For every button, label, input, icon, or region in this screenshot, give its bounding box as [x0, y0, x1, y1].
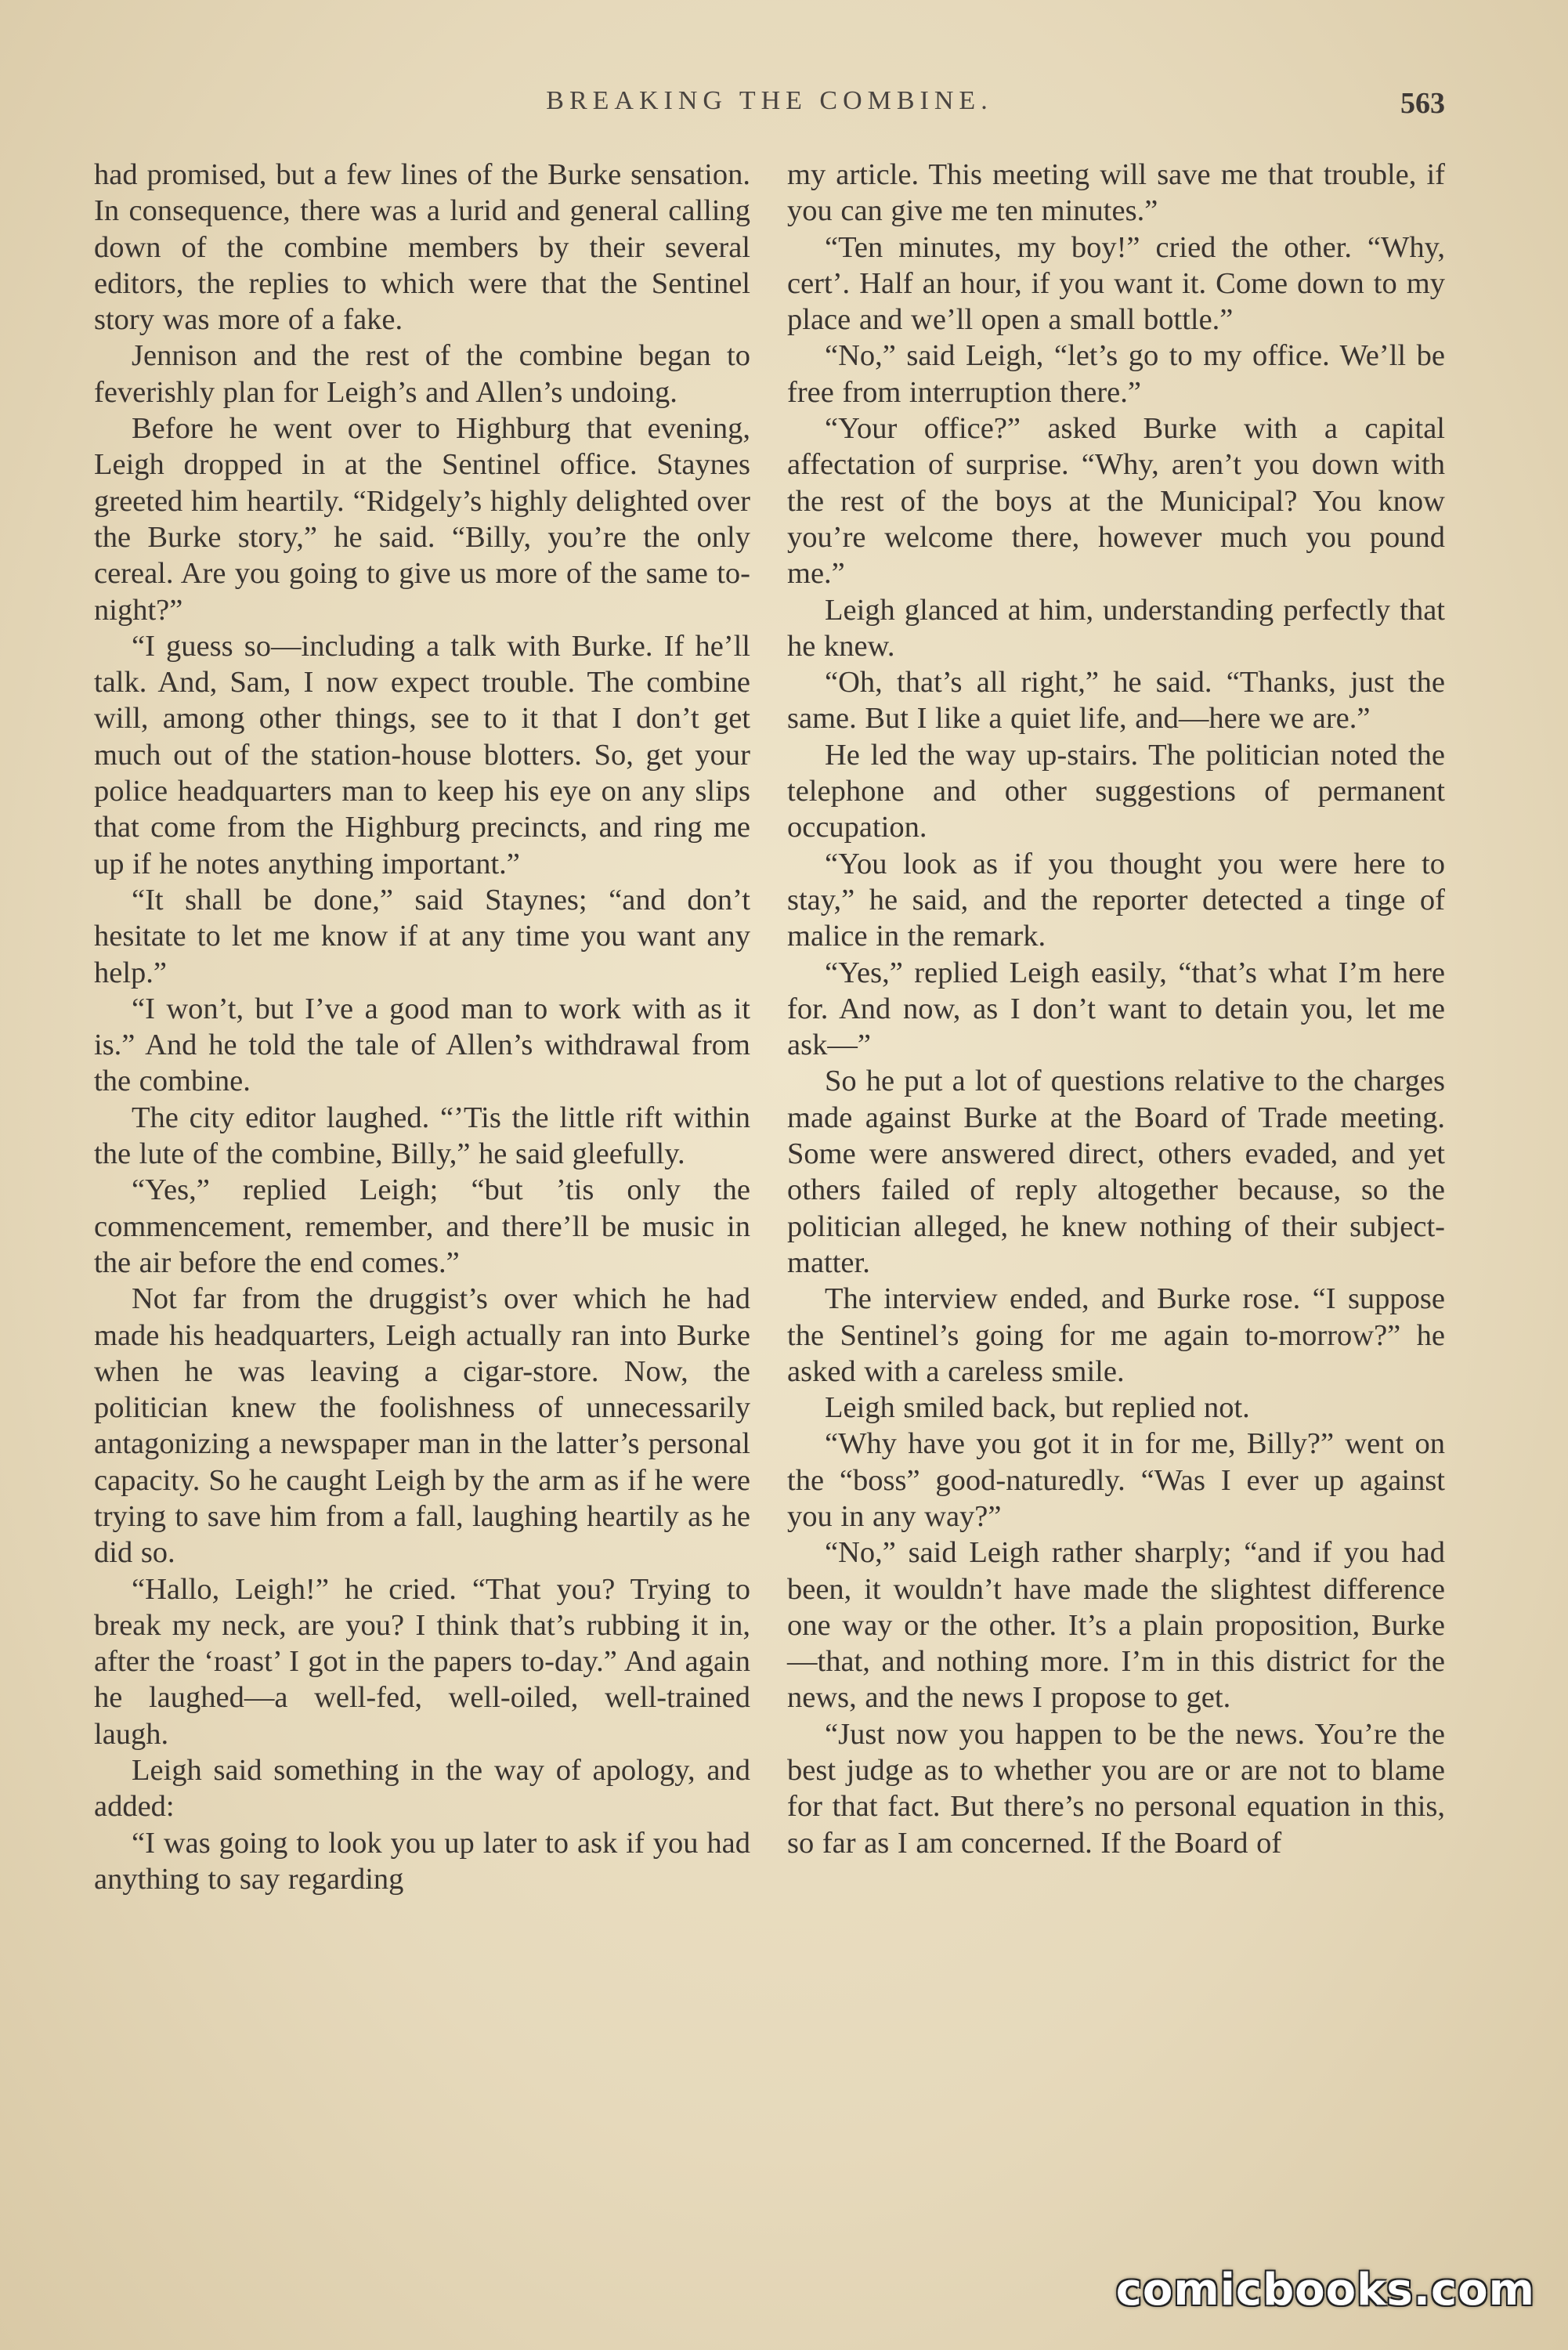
paragraph: “I was going to look you up later to ask if you had anything to say regarding: [94, 1826, 750, 1896]
paragraph: “Your office?” asked Burke with a capital affectation of surprise. “Why, aren’t you down with the rest of the boys at the Municipal? You know you’re welcome there, however much you pound me.”: [787, 412, 1445, 591]
paragraph: “You look as if you thought you were here to stay,” he said, and the reporter detected a tinge of malice in the remark.: [787, 847, 1445, 953]
paragraph: “Yes,” replied Leigh easily, “that’s what I’m here for. And now, as I don’t want to detain you, let me ask—”: [787, 956, 1445, 1062]
paragraph: Jennison and the rest of the combine began to feverishly plan for Leigh’s and Allen’s undoing.: [94, 339, 750, 409]
paragraph: “Why have you got it in for me, Billy?” went on the “boss” good-naturedly. “Was I ever up against you in any way?”: [787, 1427, 1445, 1533]
paragraph: Before he went over to Highburg that evening, Leigh dropped in at the Sentinel office. Staynes greeted him heartily. “Ridgely’s highly delighted over the Burke story,” he said. “Billy, you’re the only cereal. Are you going to give us more of the same to-night?”: [94, 412, 750, 627]
paragraph: Leigh said something in the way of apology, and added:: [94, 1754, 750, 1824]
right-column: [787, 157, 1445, 1861]
paragraph: “Yes,” replied Leigh; “but ’tis only the commencement, remember, and there’ll be music in the air before the end comes.”: [94, 1173, 750, 1279]
paragraph: “I guess so—including a talk with Burke. If he’ll talk. And, Sam, I now expect trouble. The combine will, among other things, see to it that I don’t get much out of the station-house blotters. So, get your police headquarters man to keep his eye on any slips that come from the Highburg precincts, and ring me up if he notes anything important.”: [94, 629, 750, 880]
paragraph: had promised, but a few lines of the Burke sensation. In consequence, there was a lurid and general calling down of the combine members by their several editors, the replies to which were that the Sentinel story was more of a fake.: [94, 158, 750, 337]
watermark: comicbooks.com: [1115, 2265, 1535, 2316]
page-header: [94, 86, 1445, 133]
left-column: [94, 157, 750, 1897]
paragraph: The interview ended, and Burke rose. “I suppose the Sentinel’s going for me again to-morrow?” he asked with a careless smile.: [787, 1282, 1445, 1388]
paragraph: “Just now you happen to be the news. You’re the best judge as to whether you are or are not to blame for that fact. But there’s no personal equation in this, so far as I am concerned. If the Board of: [787, 1717, 1445, 1860]
paragraph: my article. This meeting will save me that trouble, if you can give me ten minutes.”: [787, 158, 1445, 228]
paragraph: “It shall be done,” said Staynes; “and don’t hesitate to let me know if at any time you want any help.”: [94, 883, 750, 989]
paragraph: “No,” said Leigh, “let’s go to my office. We’ll be free from interruption there.”: [787, 339, 1445, 409]
paragraph: “I won’t, but I’ve a good man to work with as it is.” And he told the tale of Allen’s withdrawal from the combine.: [94, 992, 750, 1098]
page-number: 563: [1400, 87, 1445, 120]
paragraph: “No,” said Leigh rather sharply; “and if you had been, it wouldn’t have made the slightest difference one way or the other. It’s a plain proposition, Burke—that, and nothing more. I’m in this district for the news, and the news I propose to get.: [787, 1536, 1445, 1715]
paragraph: So he put a lot of questions relative to the charges made against Burke at the Board of Trade meeting. Some were answered direct, others evaded, and yet others failed of reply altogether because, so the politician alleged, he knew nothing of their subject-matter.: [787, 1065, 1445, 1279]
paragraph: Leigh smiled back, but replied not.: [825, 1391, 1250, 1425]
running-title: BREAKING THE COMBINE.: [546, 86, 993, 115]
paragraph: “Oh, that’s all right,” he said. “Thanks, just the same. But I like a quiet life, and—here we are.”: [787, 666, 1445, 736]
paragraph: He led the way up-stairs. The politician noted the telephone and other suggestions of permanent occupation.: [787, 738, 1445, 844]
paragraph: “Hallo, Leigh!” he cried. “That you? Trying to break my neck, are you? I think that’s rubbing it in, after the ‘roast’ I got in the papers to-day.” And again he laughed—a well-fed, well-oiled, well-trained laugh.: [94, 1572, 750, 1751]
paragraph: The city editor laughed. “’Tis the little rift within the lute of the combine, Billy,” he said gleefully.: [94, 1101, 750, 1171]
paragraph: Not far from the druggist’s over which he had made his headquarters, Leigh actually ran into Burke when he was leaving a cigar-store. Now, the politician knew the foolishness of unnecessarily antagonizing a newspaper man in the latter’s personal capacity. So he caught Leigh by the arm as if he were trying to save him from a fall, laughing heartily as he did so.: [94, 1282, 750, 1570]
paragraph: “Ten minutes, my boy!” cried the other. “Why, cert’. Half an hour, if you want it. Come down to my place and we’ll open a small bottle.”: [787, 230, 1445, 337]
paragraph: Leigh glanced at him, understanding perfectly that he knew.: [787, 593, 1445, 663]
